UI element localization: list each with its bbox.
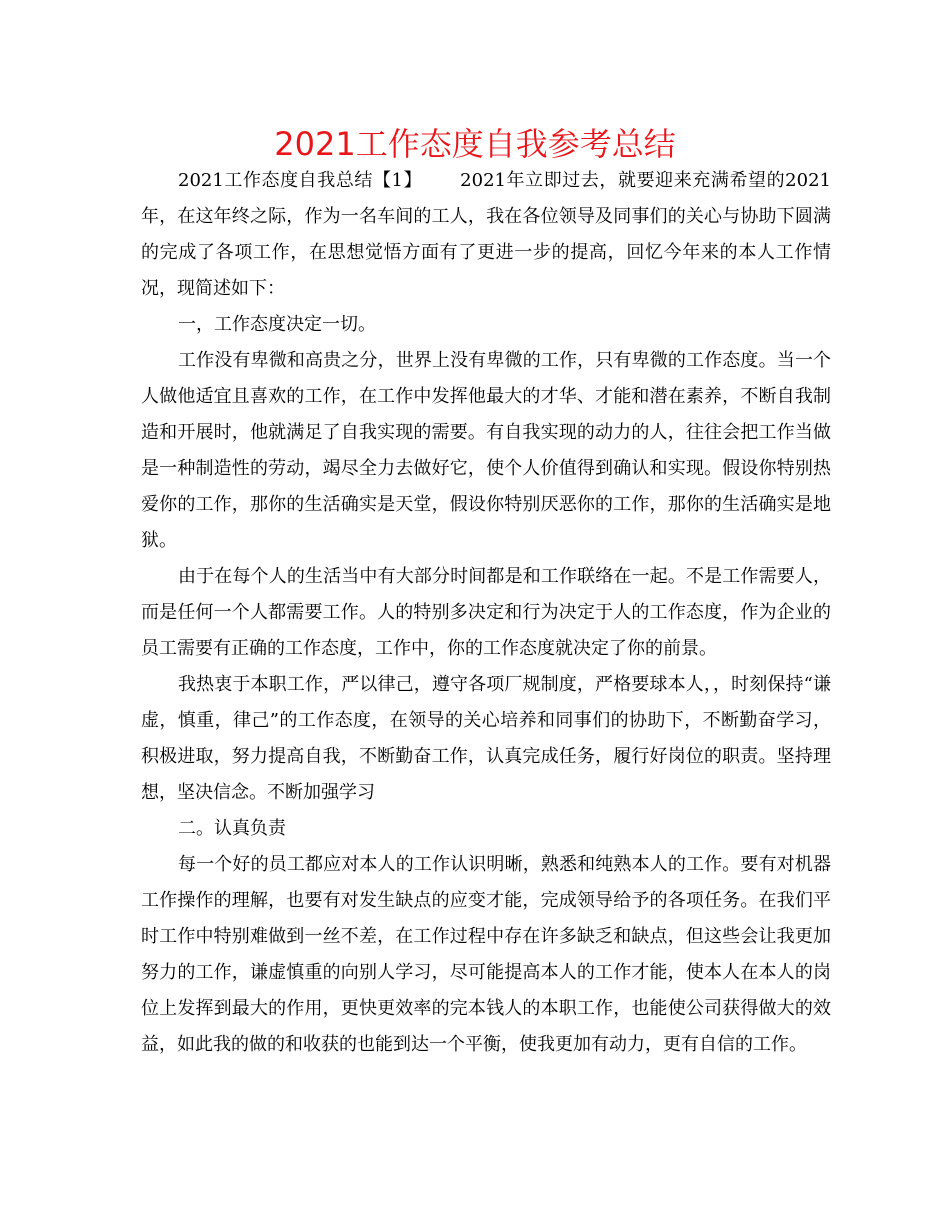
- section-heading-1: 一，工作态度决定一切。: [178, 314, 376, 335]
- body-paragraph-1: 工作没有卑微和高贵之分，世界上没有卑微的工作，只有卑微的工作态度。当一个人做他适宜且喜欢的工作，在工作中发挥他最大的才华、才能和潜在素养，不断自我制造和开展时，他就满足了自我实现的需要。有自我实现的动力的人，往往会把工作当做是一种制造性的劳动，竭尽全力去做好它，使个人价值得到确认和实现。假设你特别热爱你的工作，那你的生活确实是天堂，假设你特别厌恶你的工作，那你的生活确实是地狱。: [141, 350, 831, 551]
- intro-heading: 2021工作态度自我总结【1】: [178, 170, 423, 191]
- body-paragraph-3: 我热衷于本职工作，严以律己，遵守各项厂规制度，严格要球本人，，时刻保持“谦虚，慎重，律己”的工作态度，在领导的关心培养和同事们的协助下，不断勤奋学习，积极进取，努力提高自我，不断勤奋工作，认真完成任务，履行好岗位的职责。坚持理想，坚决信念。不断加强学习: [141, 674, 831, 803]
- body-paragraph-4: 每一个好的员工都应对本人的工作认识明晰，熟悉和纯熟本人的工作。要有对机器工作操作的理解，也要有对发生缺点的应变才能，完成领导给予的各项任务。在我们平时工作中特别难做到一丝不差，在工作过程中存在许多缺乏和缺点，但这些会让我更加努力的工作，谦虚慎重的向别人学习，尽可能提高本人的工作才能，使本人在本人的岗位上发挥到最大的作用，更快更效率的完本钱人的本职工作，也能使公司获得做大的效益，如此我的做的和收获的也能到达一个平衡，使我更加有动力，更有自信的工作。: [141, 854, 831, 1055]
- intro-paragraph: [141, 163, 831, 307]
- document-body: [141, 163, 831, 1063]
- intro-text: 2021年立即过去，就要迎来充满希望的2021年，在这年终之际，作为一名车间的工人，我在各位领导及同事们的关心与协助下圆满的完成了各项工作，在思想觉悟方面有了更进一步的提高，回忆今年来的本人工作情况，现简述如下：: [141, 170, 831, 299]
- section-heading-2: 二。认真负责: [178, 818, 286, 839]
- document-title: 2021工作态度自我参考总结: [274, 125, 676, 163]
- body-paragraph-2: 由于在每个人的生活当中有大部分时间都是和工作联络在一起。不是工作需要人，而是任何一个人都需要工作。人的特别多决定和行为决定于人的工作态度，作为企业的员工需要有正确的工作态度，工作中，你的工作态度就决定了你的前景。: [141, 566, 831, 659]
